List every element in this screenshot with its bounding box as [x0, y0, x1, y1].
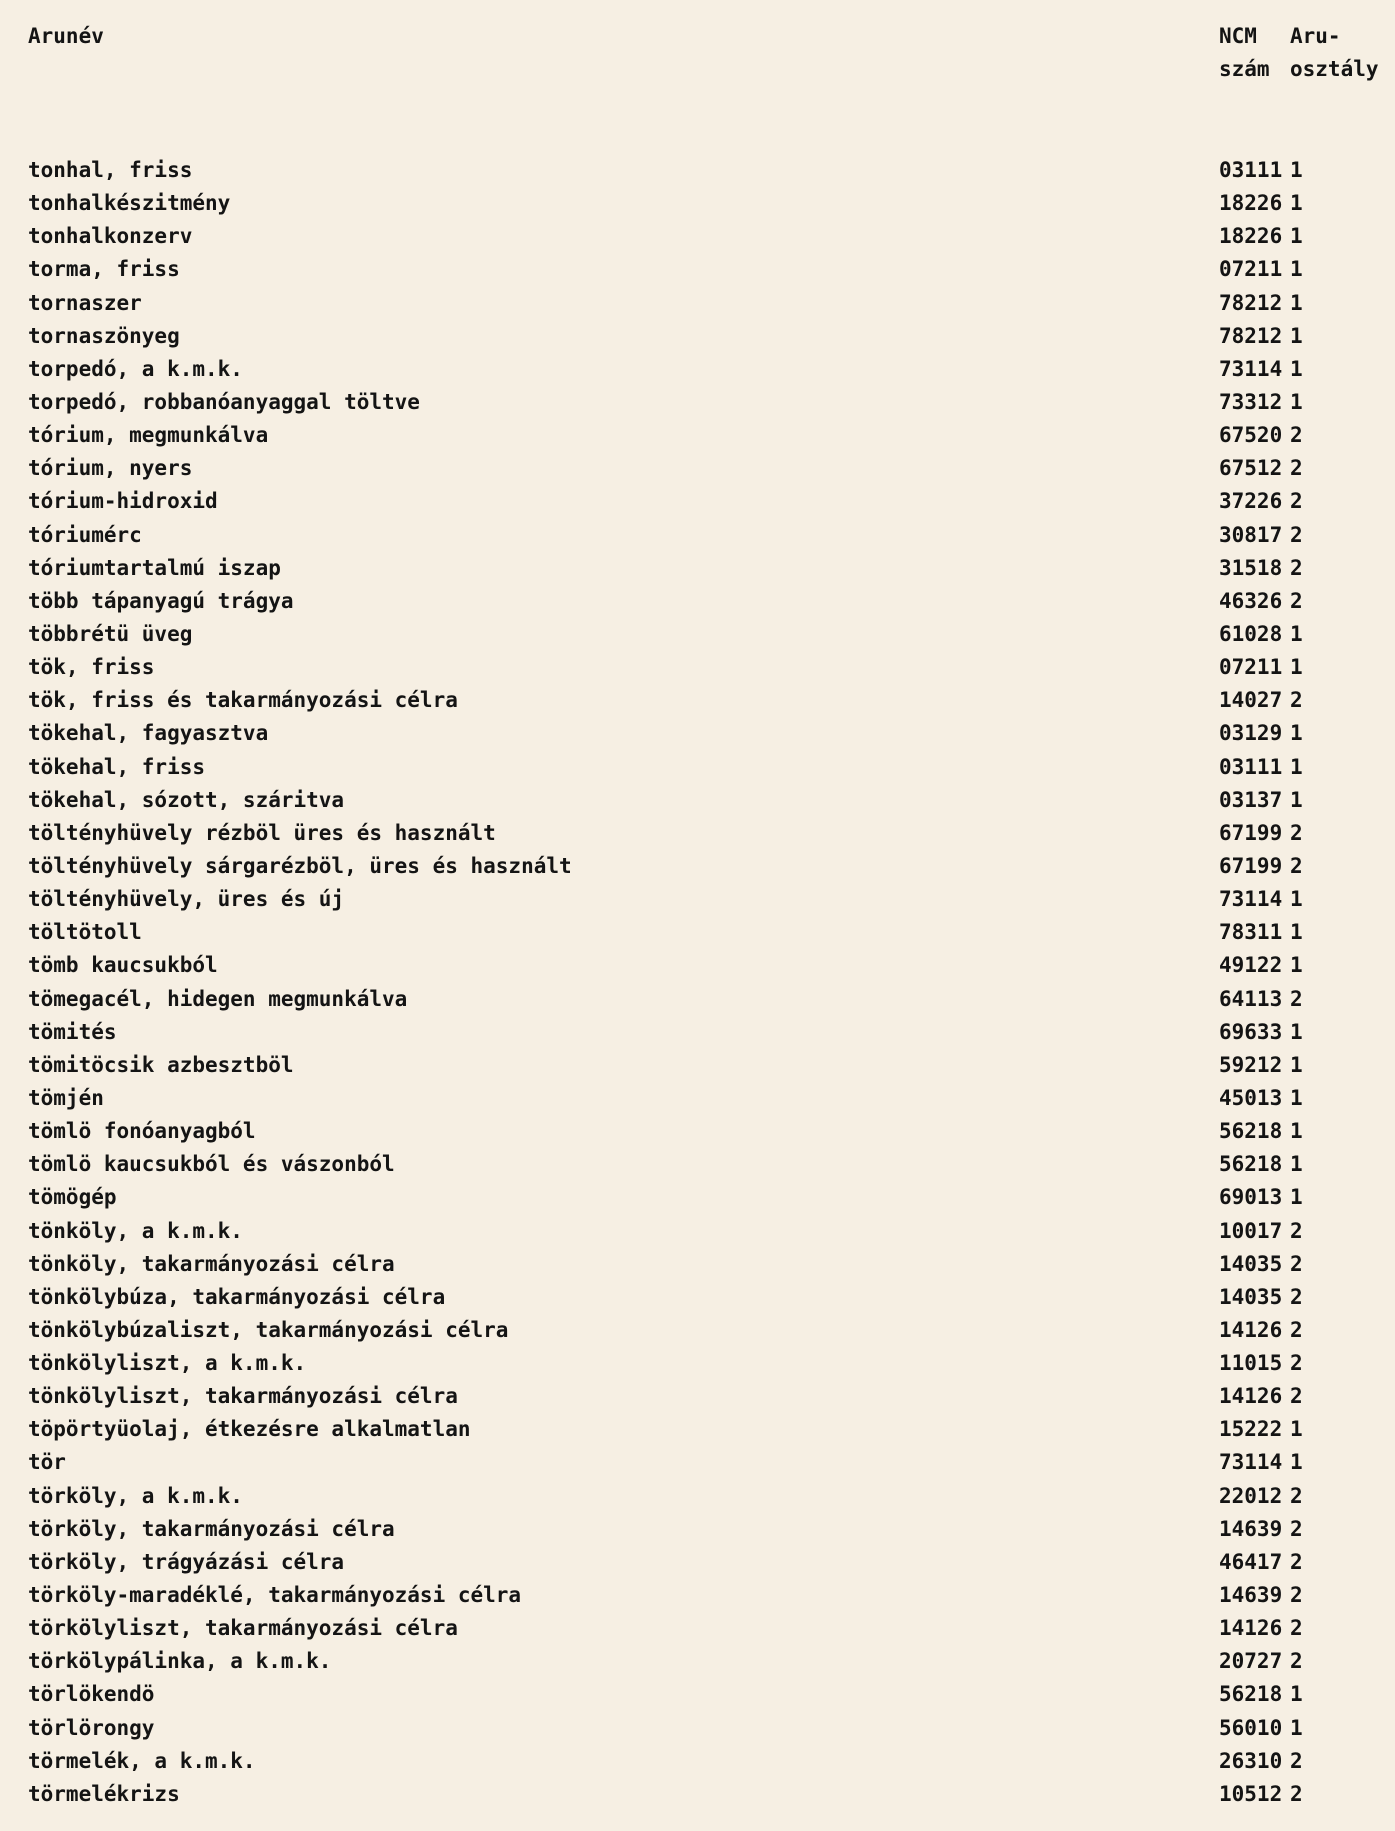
list-item — [0, 386, 1395, 419]
product-class: 1 — [1290, 721, 1303, 746]
ncm-number: 73312 — [1219, 389, 1283, 414]
list-item — [0, 1082, 1395, 1115]
list-item — [0, 1480, 1395, 1513]
product-name: több tápanyagú trágya — [28, 588, 294, 613]
list-item — [0, 187, 1395, 220]
list-item — [0, 419, 1395, 452]
product-class: 2 — [1290, 588, 1303, 613]
list-item — [0, 1347, 1395, 1380]
product-name: törmelékrizs — [28, 1781, 180, 1806]
list-item — [0, 519, 1395, 552]
product-class: 2 — [1290, 688, 1303, 713]
product-name: törköly, a k.m.k. — [28, 1483, 243, 1508]
ncm-number: 56218 — [1219, 1152, 1283, 1177]
product-name: tonhalkészitmény — [28, 191, 231, 216]
product-class: 1 — [1290, 191, 1303, 216]
product-class: 2 — [1290, 1516, 1303, 1541]
ncm-number: 73114 — [1219, 1450, 1283, 1475]
ncm-number: 64113 — [1219, 986, 1283, 1011]
product-name: torpedó, robbanóanyaggal töltve — [28, 389, 420, 414]
product-name: tönkölybúzaliszt, takarmányozási célra — [28, 1317, 509, 1342]
product-name: tórium, megmunkálva — [28, 423, 269, 448]
list-item — [0, 1380, 1395, 1413]
ncm-number: 78311 — [1219, 920, 1283, 945]
ncm-number: 14639 — [1219, 1583, 1283, 1608]
product-class: 2 — [1290, 1284, 1303, 1309]
product-name: tökehal, fagyasztva — [28, 721, 269, 746]
product-name: tökehal, friss — [28, 754, 206, 779]
list-item — [0, 1513, 1395, 1546]
product-name: töltötoll — [28, 920, 142, 945]
product-class: 2 — [1290, 1649, 1303, 1674]
list-item — [0, 717, 1395, 750]
ncm-number: 14126 — [1219, 1384, 1283, 1409]
product-class: 1 — [1290, 920, 1303, 945]
list-item — [0, 1016, 1395, 1049]
ncm-number: 15222 — [1219, 1417, 1283, 1442]
product-class: 2 — [1290, 555, 1303, 580]
list-item — [0, 1446, 1395, 1479]
ncm-number: 11015 — [1219, 1351, 1283, 1376]
product-name: tönköly, a k.m.k. — [28, 1218, 243, 1243]
product-list — [0, 154, 1395, 1811]
ncm-number: 14126 — [1219, 1616, 1283, 1641]
list-item — [0, 552, 1395, 585]
ncm-number: 14639 — [1219, 1516, 1283, 1541]
product-name: tök, friss és takarmányozási célra — [28, 688, 458, 713]
list-item — [0, 220, 1395, 253]
ncm-number: 03129 — [1219, 721, 1283, 746]
product-name: tornaszönyeg — [28, 323, 180, 348]
list-item — [0, 1413, 1395, 1446]
list-item — [0, 850, 1395, 883]
ncm-number: 67520 — [1219, 423, 1283, 448]
ncm-number: 37226 — [1219, 489, 1283, 514]
ncm-number: 20727 — [1219, 1649, 1283, 1674]
ncm-number: 73114 — [1219, 887, 1283, 912]
ncm-number: 67199 — [1219, 853, 1283, 878]
product-name: tömögép — [28, 1185, 117, 1210]
ncm-number: 67199 — [1219, 820, 1283, 845]
product-class: 2 — [1290, 1781, 1303, 1806]
product-class: 1 — [1290, 1119, 1303, 1144]
product-class: 1 — [1290, 787, 1303, 812]
product-name: törmelék, a k.m.k. — [28, 1748, 256, 1773]
product-name: tökehal, sózott, száritva — [28, 787, 345, 812]
product-name: tonhal, friss — [28, 158, 193, 182]
list-item — [0, 1579, 1395, 1612]
list-item — [0, 1778, 1395, 1811]
ncm-number: 46417 — [1219, 1549, 1283, 1574]
product-class: 1 — [1290, 621, 1303, 646]
column-header-product-class — [1290, 20, 1379, 86]
ncm-number: 10512 — [1219, 1781, 1283, 1806]
list-item — [0, 1745, 1395, 1778]
list-item — [0, 585, 1395, 618]
list-item — [0, 154, 1395, 187]
list-item — [0, 452, 1395, 485]
ncm-number: 31518 — [1219, 555, 1283, 580]
product-class: 2 — [1290, 522, 1303, 547]
product-name: töpörtyüolaj, étkezésre alkalmatlan — [28, 1417, 471, 1442]
product-name: tönkölybúza, takarmányozási célra — [28, 1284, 446, 1309]
ncm-number: 07211 — [1219, 655, 1283, 680]
product-class: 2 — [1290, 1583, 1303, 1608]
product-class: 2 — [1290, 1483, 1303, 1508]
product-class: 1 — [1290, 1152, 1303, 1177]
ncm-number: 03111 — [1219, 158, 1283, 182]
product-class: 2 — [1290, 1317, 1303, 1342]
product-class: 2 — [1290, 1384, 1303, 1409]
product-name: tönköly, takarmányozási célra — [28, 1251, 395, 1276]
product-name: tömlö kaucsukból és vászonból — [28, 1152, 395, 1177]
list-item — [0, 883, 1395, 916]
ncm-number: 56010 — [1219, 1715, 1283, 1740]
product-class: 2 — [1290, 853, 1303, 878]
ncm-number: 46326 — [1219, 588, 1283, 613]
product-class: 2 — [1290, 820, 1303, 845]
product-class: 2 — [1290, 986, 1303, 1011]
product-class: 2 — [1290, 489, 1303, 514]
ncm-number: 61028 — [1219, 621, 1283, 646]
ncm-number: 14035 — [1219, 1251, 1283, 1276]
ncm-number: 56218 — [1219, 1119, 1283, 1144]
product-class: 1 — [1290, 1715, 1303, 1740]
product-class: 1 — [1290, 224, 1303, 249]
product-class: 2 — [1290, 1218, 1303, 1243]
ncm-header-line2: szám — [1219, 57, 1270, 81]
product-name: tönkölyliszt, takarmányozási célra — [28, 1384, 458, 1409]
product-name: törköly, trágyázási célra — [28, 1549, 345, 1574]
list-item — [0, 1678, 1395, 1711]
ncm-number: 56218 — [1219, 1682, 1283, 1707]
ncm-number: 78212 — [1219, 290, 1283, 315]
list-item — [0, 817, 1395, 850]
list-item — [0, 1215, 1395, 1248]
product-name: tóriumtartalmú iszap — [28, 555, 281, 580]
list-item — [0, 1546, 1395, 1579]
product-class: 2 — [1290, 1251, 1303, 1276]
product-name: tóriumérc — [28, 522, 142, 547]
ncm-header-line1: NCM — [1219, 24, 1257, 48]
ncm-number: 22012 — [1219, 1483, 1283, 1508]
product-class: 1 — [1290, 158, 1303, 182]
product-name: torma, friss — [28, 257, 180, 282]
product-class: 1 — [1290, 1019, 1303, 1044]
list-item — [0, 916, 1395, 949]
product-class: 1 — [1290, 290, 1303, 315]
ncm-number: 03111 — [1219, 754, 1283, 779]
product-name: tök, friss — [28, 655, 155, 680]
product-class: 1 — [1290, 754, 1303, 779]
product-name: tonhalkonzerv — [28, 224, 193, 249]
product-name: tönkölyliszt, a k.m.k. — [28, 1351, 307, 1376]
product-class: 2 — [1290, 1351, 1303, 1376]
product-class: 1 — [1290, 1417, 1303, 1442]
class-header-line2: osztály — [1290, 57, 1379, 81]
product-name: törköly-maradéklé, takarmányozási célra — [28, 1583, 522, 1608]
product-name: tömjén — [28, 1085, 104, 1110]
class-header-line1: Aru- — [1290, 24, 1341, 48]
column-header-ncm-number — [1219, 20, 1270, 86]
product-name: törlörongy — [28, 1715, 155, 1740]
product-class: 1 — [1290, 323, 1303, 348]
product-name: torpedó, a k.m.k. — [28, 356, 243, 381]
list-item — [0, 784, 1395, 817]
product-class: 1 — [1290, 1085, 1303, 1110]
product-class: 1 — [1290, 1185, 1303, 1210]
product-name: tömlö fonóanyagból — [28, 1119, 256, 1144]
product-class: 1 — [1290, 953, 1303, 978]
ncm-number: 14126 — [1219, 1317, 1283, 1342]
list-item — [0, 1115, 1395, 1148]
product-class: 1 — [1290, 389, 1303, 414]
ncm-number: 69633 — [1219, 1019, 1283, 1044]
product-name: töltényhüvely, üres és új — [28, 887, 345, 912]
ncm-number: 67512 — [1219, 456, 1283, 481]
product-name: tórium-hidroxid — [28, 489, 218, 514]
product-class: 1 — [1290, 1450, 1303, 1475]
ncm-number: 73114 — [1219, 356, 1283, 381]
product-name: többrétü üveg — [28, 621, 193, 646]
product-name: tömités — [28, 1019, 117, 1044]
ncm-number: 03137 — [1219, 787, 1283, 812]
product-class: 1 — [1290, 1052, 1303, 1077]
list-item — [0, 751, 1395, 784]
ncm-number: 07211 — [1219, 257, 1283, 282]
product-class: 2 — [1290, 1748, 1303, 1773]
list-item — [0, 1712, 1395, 1745]
product-name: töltényhüvely rézböl üres és használt — [28, 820, 496, 845]
ncm-number: 10017 — [1219, 1218, 1283, 1243]
product-name: tórium, nyers — [28, 456, 193, 481]
list-item — [0, 253, 1395, 286]
ncm-number: 69013 — [1219, 1185, 1283, 1210]
product-class: 2 — [1290, 1549, 1303, 1574]
list-item — [0, 1049, 1395, 1082]
product-name: törkölypálinka, a k.m.k. — [28, 1649, 332, 1674]
list-item — [0, 287, 1395, 320]
ncm-number: 26310 — [1219, 1748, 1283, 1773]
product-name: törlökendö — [28, 1682, 155, 1707]
ncm-number: 18226 — [1219, 224, 1283, 249]
ncm-number: 78212 — [1219, 323, 1283, 348]
list-item — [0, 1248, 1395, 1281]
list-item — [0, 320, 1395, 353]
product-class: 1 — [1290, 356, 1303, 381]
list-item — [0, 485, 1395, 518]
list-item — [0, 1181, 1395, 1214]
product-class: 2 — [1290, 456, 1303, 481]
list-item — [0, 684, 1395, 717]
product-class: 2 — [1290, 423, 1303, 448]
product-name: törköly, takarmányozási célra — [28, 1516, 395, 1541]
product-class: 1 — [1290, 655, 1303, 680]
list-item — [0, 618, 1395, 651]
product-class: 1 — [1290, 887, 1303, 912]
ncm-number: 45013 — [1219, 1085, 1283, 1110]
product-name: tornaszer — [28, 290, 142, 315]
product-name: törkölyliszt, takarmányozási célra — [28, 1616, 458, 1641]
ncm-number: 18226 — [1219, 191, 1283, 216]
list-item — [0, 1314, 1395, 1347]
list-item — [0, 983, 1395, 1016]
list-item — [0, 1281, 1395, 1314]
ncm-number: 59212 — [1219, 1052, 1283, 1077]
product-class: 1 — [1290, 1682, 1303, 1707]
ncm-number: 14035 — [1219, 1284, 1283, 1309]
product-name: tömegacél, hidegen megmunkálva — [28, 986, 408, 1011]
ncm-number: 14027 — [1219, 688, 1283, 713]
product-class: 1 — [1290, 257, 1303, 282]
list-item — [0, 1612, 1395, 1645]
column-header-product-name: Arunév — [28, 24, 104, 48]
ncm-number: 49122 — [1219, 953, 1283, 978]
list-item — [0, 651, 1395, 684]
product-name: tör — [28, 1450, 66, 1475]
list-item — [0, 1645, 1395, 1678]
list-item — [0, 949, 1395, 982]
product-class: 2 — [1290, 1616, 1303, 1641]
ncm-number: 30817 — [1219, 522, 1283, 547]
product-name: tömb kaucsukból — [28, 953, 218, 978]
list-item — [0, 353, 1395, 386]
product-name: tömitöcsik azbesztböl — [28, 1052, 294, 1077]
list-item — [0, 1148, 1395, 1181]
product-name: töltényhüvely sárgarézböl, üres és használt — [28, 853, 572, 878]
